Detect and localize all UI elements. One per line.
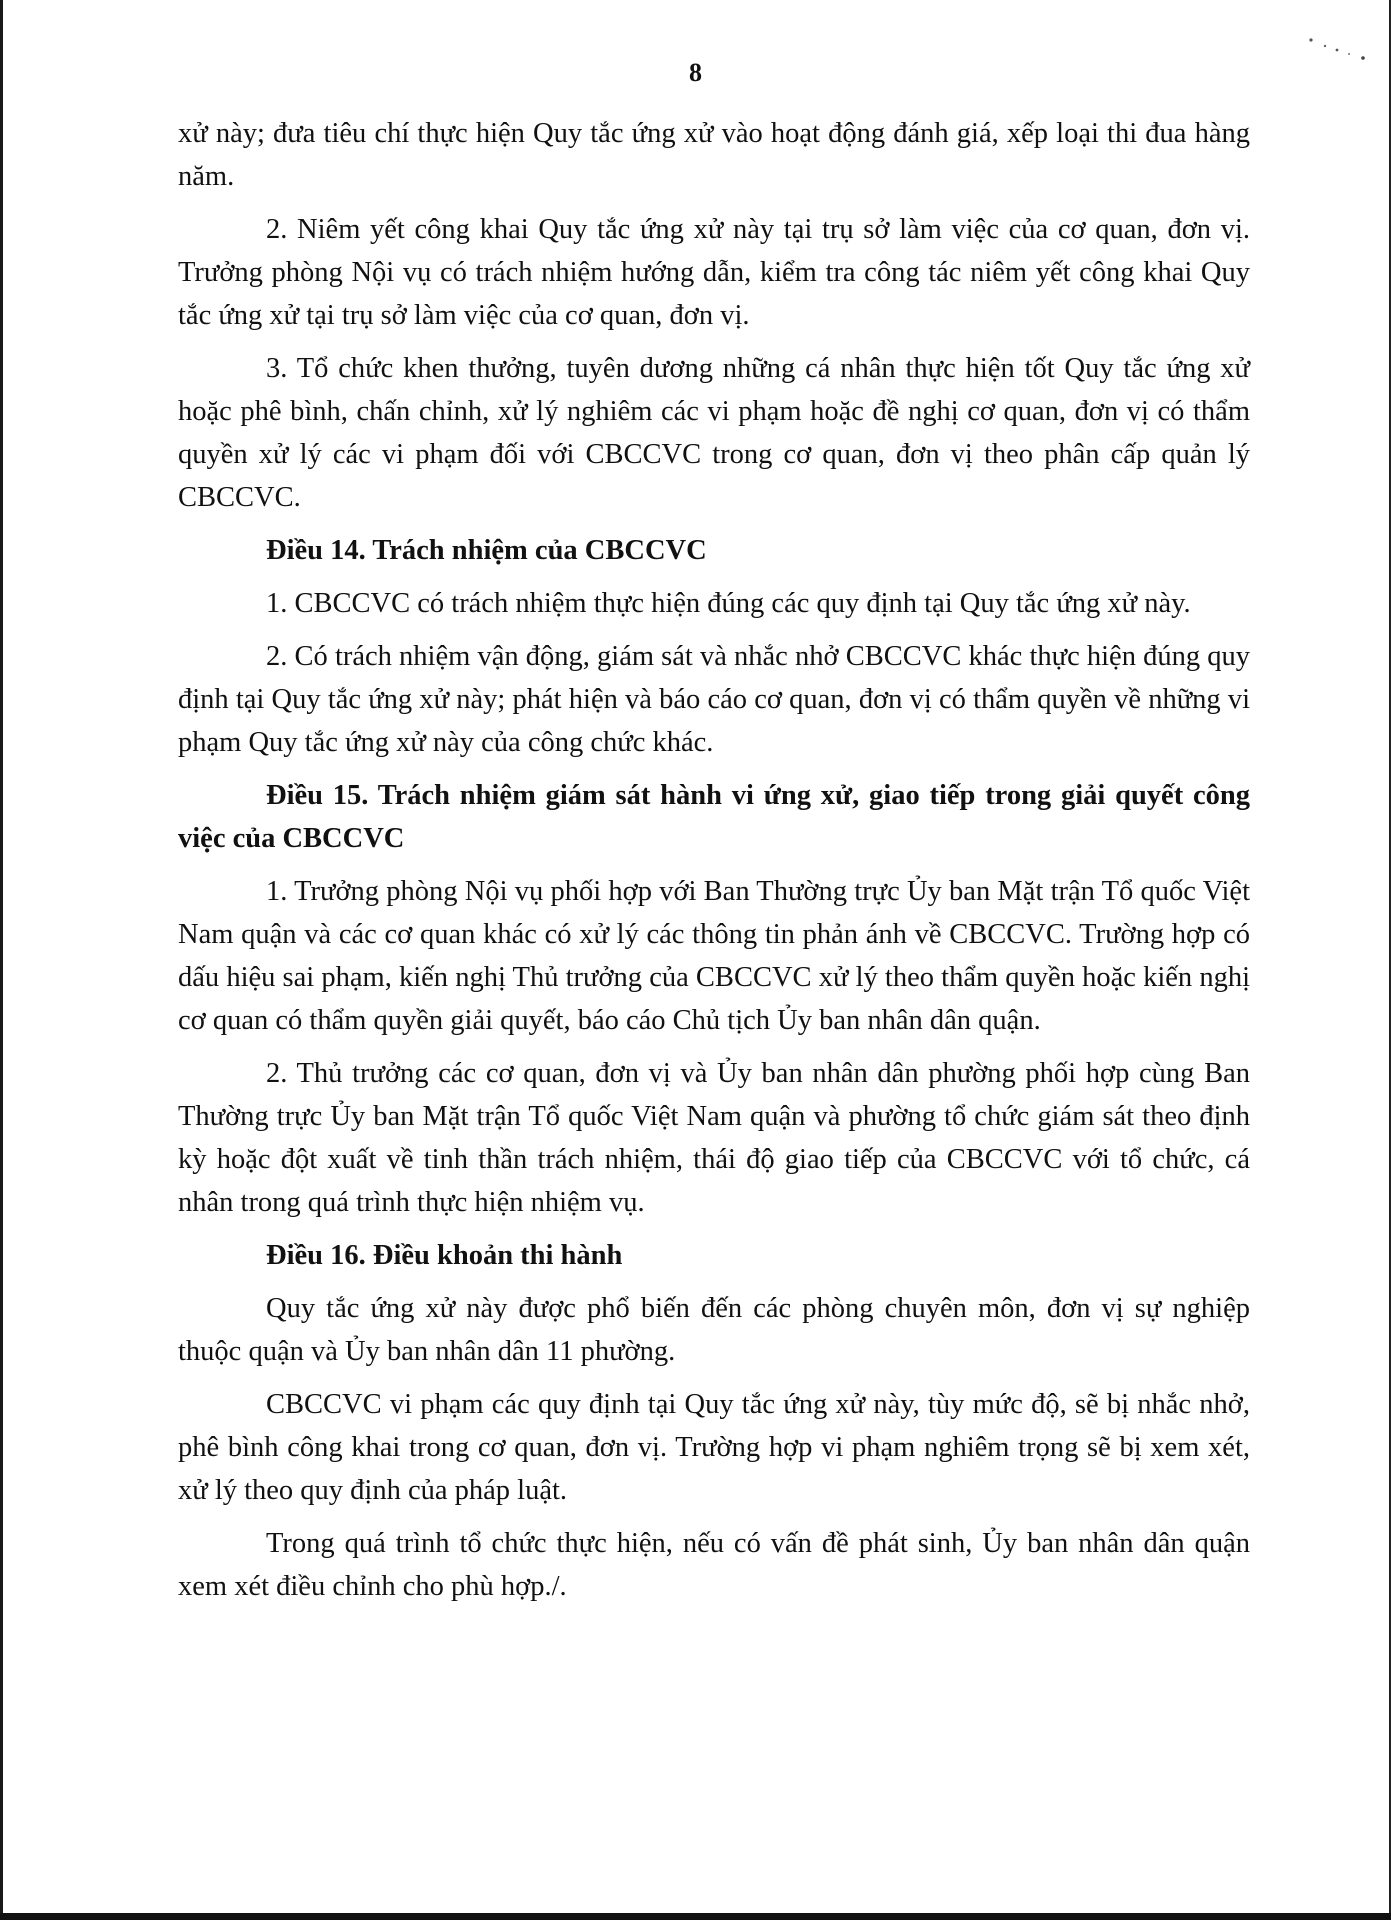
article-14-item-1: 1. CBCCVC có trách nhiệm thực hiện đúng các quy định tại Quy tắc ứng xử này. bbox=[266, 588, 1191, 619]
scan-border-left bbox=[0, 0, 3, 1920]
document-body bbox=[178, 112, 1250, 1618]
article-16-paragraph-3: Trong quá trình tổ chức thực hiện, nếu có vấn đề phát sinh, Ủy ban nhân dân quận xem xét điều chỉnh cho phù hợp./. bbox=[178, 1528, 1250, 1602]
paragraph-item-3: 3. Tổ chức khen thưởng, tuyên dương những cá nhân thực hiện tốt Quy tắc ứng xử hoặc phê bình, chấn chỉnh, xử lý nghiêm các vi phạm hoặc đề nghị cơ quan, đơn vị có thẩm quyền xử lý các vi phạm đối với CBCCVC trong cơ quan, đơn vị theo phân cấp quản lý CBCCVC. bbox=[178, 353, 1250, 513]
article-14-item-2: 2. Có trách nhiệm vận động, giám sát và nhắc nhở CBCCVC khác thực hiện đúng quy định tại Quy tắc ứng xử này; phát hiện và báo cáo cơ quan, đơn vị có thẩm quyền về những vi phạm Quy tắc ứng xử này của công chức khác. bbox=[178, 641, 1250, 758]
scan-border-bottom bbox=[0, 1913, 1391, 1920]
article-14-heading: Điều 14. Trách nhiệm của CBCCVC bbox=[266, 535, 707, 566]
paragraph-item-2: 2. Niêm yết công khai Quy tắc ứng xử này tại trụ sở làm việc của cơ quan, đơn vị. Trưởng phòng Nội vụ có trách nhiệm hướng dẫn, kiểm tra công tác niêm yết công khai Quy tắc ứng xử tại trụ sở làm việc của cơ quan, đơn vị. bbox=[178, 214, 1250, 331]
paragraph-continuation: xử này; đưa tiêu chí thực hiện Quy tắc ứng xử vào hoạt động đánh giá, xếp loại thi đua hàng năm. bbox=[178, 118, 1250, 192]
article-15-item-1: 1. Trưởng phòng Nội vụ phối hợp với Ban Thường trực Ủy ban Mặt trận Tổ quốc Việt Nam quận và các cơ quan khác có xử lý các thông tin phản ánh về CBCCVC. Trường hợp có dấu hiệu sai phạm, kiến nghị Thủ trưởng của CBCCVC xử lý theo thẩm quyền hoặc kiến nghị cơ quan có thẩm quyền giải quyết, báo cáo Chủ tịch Ủy ban nhân dân quận. bbox=[178, 876, 1250, 1036]
article-16-paragraph-1: Quy tắc ứng xử này được phổ biến đến các phòng chuyên môn, đơn vị sự nghiệp thuộc quận và Ủy ban nhân dân 11 phường. bbox=[178, 1293, 1250, 1367]
article-16-paragraph-2: CBCCVC vi phạm các quy định tại Quy tắc ứng xử này, tùy mức độ, sẽ bị nhắc nhở, phê bình công khai trong cơ quan, đơn vị. Trường hợp vi phạm nghiêm trọng sẽ bị xem xét, xử lý theo quy định của pháp luật. bbox=[178, 1389, 1250, 1506]
page-number: 8 bbox=[689, 58, 702, 87]
article-15-heading: Điều 15. Trách nhiệm giám sát hành vi ứng xử, giao tiếp trong giải quyết công việc của CBCCVC bbox=[178, 780, 1250, 854]
article-15-item-2: 2. Thủ trưởng các cơ quan, đơn vị và Ủy ban nhân dân phường phối hợp cùng Ban Thường trực Ủy ban Mặt trận Tổ quốc Việt Nam quận và phường tổ chức giám sát theo định kỳ hoặc đột xuất về tinh thần trách nhiệm, thái độ giao tiếp của CBCCVC với tổ chức, cá nhân trong quá trình thực hiện nhiệm vụ. bbox=[178, 1058, 1250, 1218]
article-16-heading: Điều 16. Điều khoản thi hành bbox=[266, 1240, 623, 1271]
